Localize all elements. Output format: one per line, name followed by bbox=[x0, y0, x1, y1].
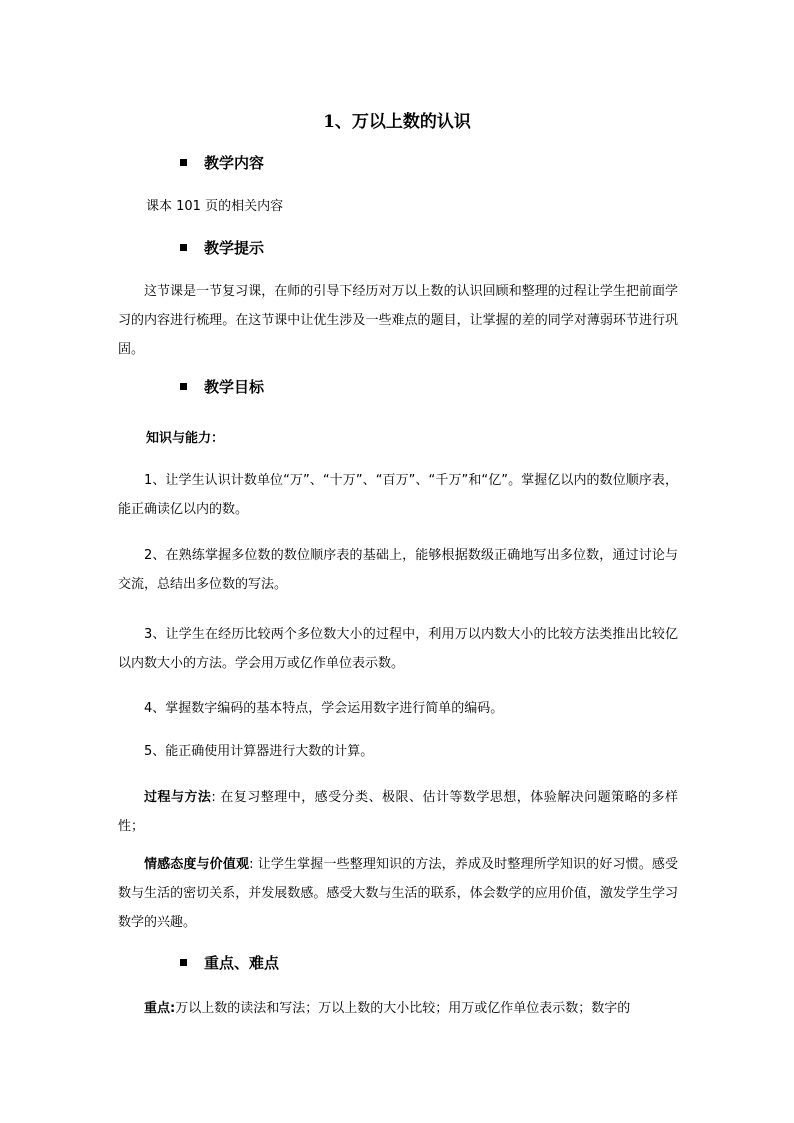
goal-item-2: 2、在熟练掌握多位数的数位顺序表的基础上，能够根据数级正确地写出多位数，通过讨论与交流，总结出多位数的写法。 bbox=[118, 548, 678, 592]
goal-item-1: 1、让学生认识计数单位“万”、“十万”、“百万”、“千万”和“亿”。掌握亿以内的数位顺序表，能正确读亿以内的数。 bbox=[118, 473, 678, 517]
emotion-text: : 让学生掌握一些整理知识的方法，养成及时整理所学知识的好习惯。感受数与生活的密切关系，并发展数感。感受大数与生活的联系，体会数学的应用价值，激发学生学习数学的兴趣。 bbox=[118, 857, 678, 930]
square-bullet-icon bbox=[180, 159, 187, 166]
section-heading-hint: 教学提示 bbox=[180, 237, 264, 258]
goal-item-4: 4、掌握数字编码的基本特点，学会运用数字进行简单的编码。 bbox=[144, 701, 504, 716]
goal-item-5: 5、能正确使用计算器进行大数的计算。 bbox=[144, 744, 374, 759]
key-label: 重点: bbox=[144, 1001, 176, 1016]
emotion-label: 情感态度与价值观 bbox=[144, 857, 250, 872]
knowledge-label: 知识与能力： bbox=[146, 431, 225, 446]
square-bullet-icon bbox=[180, 244, 187, 251]
hint-text: 这节课是一节复习课，在师的引导下经历对万以上数的认识回顾和整理的过程让学生把前面学习的内容进行梳理。在这节课中让优生涉及一些难点的题目，让掌握的差的同学对薄弱环节进行巩固。 bbox=[118, 284, 678, 357]
section-heading-content: 教学内容 bbox=[180, 152, 264, 173]
square-bullet-icon bbox=[180, 959, 187, 966]
square-bullet-icon bbox=[180, 383, 187, 390]
goal-item-3: 3、让学生在经历比较两个多位数大小的过程中，利用万以内数大小的比较方法类推出比较亿以内数大小的方法。学会用万或亿作单位表示数。 bbox=[118, 627, 678, 671]
process-text: : 在复习整理中，感受分类、极限、估计等数学思想，体验解决问题策略的多样性； bbox=[118, 790, 678, 834]
key-text: 万以上数的读法和写法；万以上数的大小比较；用万或亿作单位表示数；数字的 bbox=[175, 1001, 631, 1016]
section-heading-goals: 教学目标 bbox=[180, 376, 264, 397]
process-paragraph bbox=[118, 783, 678, 841]
process-label: 过程与方法 bbox=[144, 790, 212, 805]
page-title: 1、万以上数的认识 bbox=[323, 112, 471, 132]
emotion-paragraph bbox=[118, 850, 678, 937]
content-text: 课本 101 页的相关内容 bbox=[146, 199, 284, 214]
section-heading-key: 重点、难点 bbox=[180, 952, 279, 973]
key-paragraph bbox=[118, 994, 678, 1023]
